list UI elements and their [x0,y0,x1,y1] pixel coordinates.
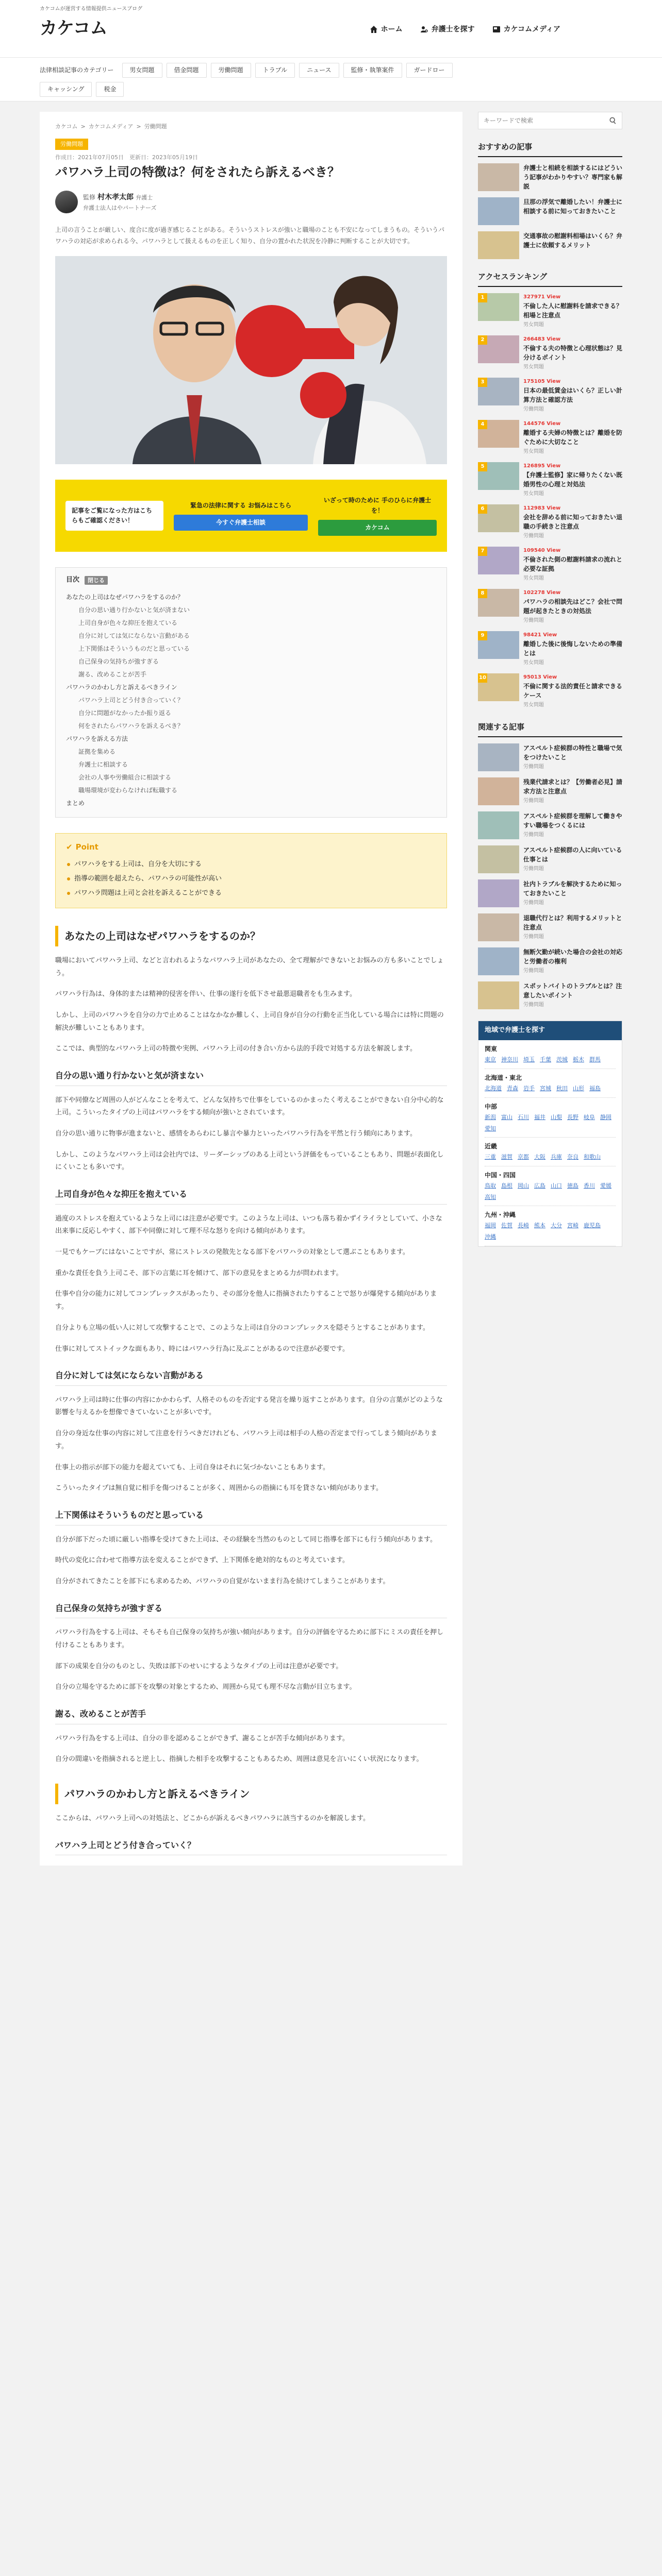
prefecture-link[interactable]: 岡山 [518,1182,529,1190]
body-paragraph: しかし、上司のパワハラを自分の力で止めることはなかなか難しく、上司自身が自分の行動を正当化している場合には特に問題の解決が難しいこともあります。 [55,1011,444,1032]
search-icon[interactable] [609,117,617,124]
ranking-item[interactable] [478,504,622,540]
body-paragraph: 過度のストレスを抱えているような上司には注意が必要です。このような上司は、いつも落ち着かずイライラとしていて、小さな出来事に反応しやすく、部下や同僚に対して理不尽な怒りを向ける傾向があります。 [55,1214,442,1235]
featured-article[interactable] [478,163,622,191]
prefecture-list [485,1084,616,1098]
prefecture-list [485,1055,616,1069]
point-item: 指導の範囲を超えたら、パワハラの可能性が高い [66,872,436,886]
body-paragraph: パワハラ行為をする上司は、自分の非を認めることができず、謝ることが苦手な傾向があります。 [55,1734,349,1742]
body-paragraph: パワハラ行為をする上司は、そもそも自己保身の気持ちが強い傾向があります。自分の評価を守るために部下にミスの責任を押し付けることもあります。 [55,1629,443,1649]
ranking-item-title[interactable]: 不倫された側の慰謝料請求の流れと必要な証拠 [523,556,623,573]
toc-item[interactable]: 弁護士に相談する [78,760,128,768]
ranking-item-text [523,335,622,371]
prefecture-list [485,1181,616,1206]
featured-article-title[interactable]: 弁護士と相続を相談するにはどういう記事がわかりやすい？専門家も解説 [523,164,623,191]
region-block [478,1206,622,1246]
ranking-item[interactable] [478,378,622,414]
rank-number: 5 [478,462,487,471]
prefecture-link[interactable]: 宮城 [540,1085,551,1092]
prefecture-link[interactable]: 福井 [534,1113,545,1121]
category-chip[interactable]: 税金 [96,82,124,97]
body-paragraph: ここからは、パワハラ上司への対処法と、どこからが訴えるべきパワハラに該当するのかを解説します。 [55,1814,370,1822]
consult-lawyer-button[interactable]: 今すぐ弁護士相談 [174,515,308,531]
prefecture-link[interactable]: 埼玉 [523,1056,535,1063]
prefecture-link[interactable]: 香川 [584,1182,595,1190]
related-article-text [523,743,622,771]
region-block [478,1069,622,1098]
subsection-heading: 上下関係はそういうものだと思っている [55,1509,447,1526]
ranking-item-text [523,589,622,625]
point-item: パワハラ問題は上司と会社を訴えることができる [66,886,436,901]
related-article-category[interactable]: 労働問題 [523,764,544,770]
toc-item[interactable]: 自己保身の気持ちが強すぎる [78,657,159,665]
section-heading: パワハラのかわし方と訴えるべきライン [55,1784,447,1804]
nav-find-lawyer-label: 弁護士を探す [431,25,475,33]
toc-item[interactable]: 自分の思い通り行かないと気が済まない [78,606,190,614]
ranking-item-text [523,504,622,540]
ranking-item-category[interactable]: 労働問題 [523,406,544,413]
site-logo[interactable]: カケコム [40,18,107,39]
body-paragraph: 部下の成果を自分のものとし、失敗は部下のせいにするようなタイプの上司は注意が必要です。 [55,1662,343,1670]
rank-number: 2 [478,335,487,345]
related-article[interactable] [478,947,622,975]
body-paragraph: パワハラ行為は、身体的または精神的侵害を伴い、仕事の遂行を低下させ最悪退職者をも生みます。 [55,990,356,998]
toc-item[interactable]: パワハラ上司とどう付き合っていく？ [78,696,184,704]
prefecture-link[interactable]: 愛知 [485,1125,496,1132]
related-article-category[interactable]: 労働問題 [523,798,544,804]
ranking-item[interactable] [478,420,622,456]
prefecture-list [485,1153,616,1166]
body-paragraph: 自分の身近な仕事の内容に対して注意を行うべきだけれども、パワハラ上司は相手の人格の否定まで行ってしまう傾向があります。 [55,1430,438,1450]
main-nav [370,24,560,35]
related-article[interactable] [478,743,622,771]
prefecture-link[interactable]: 山梨 [551,1113,562,1121]
toc-item[interactable]: 上司自身が色々な抑圧を抱えている [78,619,178,626]
user-search-icon [420,25,428,33]
category-chip[interactable]: ニュース [299,63,339,78]
nav-media-label: カケコムメディア [503,25,560,33]
toc-item[interactable]: パワハラのかわし方と訴えるべきライン [66,683,177,691]
ranking-item-category[interactable]: 男女問題 [523,660,544,666]
body-paragraph: パワハラ上司は時に仕事の内容にかかわらず、人格そのものを否定する発言を繰り返すことがあります。自分の言葉がどのような影響を与えるかを想像できていないことが多いです。 [55,1396,443,1417]
related-article-title[interactable]: 退職代行とは？利用するメリットと注意点 [523,914,622,931]
ranking-item-text [523,673,622,709]
related-article[interactable] [478,777,622,805]
prefecture-link[interactable]: 静岡 [600,1113,611,1121]
ad-right-title: いざって時のために 手のひらに弁護士を！ [323,497,432,514]
rank-number: 9 [478,631,487,640]
subsection-heading: 自分に対しては気にならない言動がある [55,1369,447,1386]
region-name: 中部 [485,1103,498,1110]
subsection-heading: 上司自身が色々な抑圧を抱えている [55,1188,447,1205]
related-article-category[interactable]: 労働問題 [523,900,544,906]
body-paragraph: 重かな責任を負う上司こそ、部下の言葉に耳を傾けて、部下の意見をまとめる力が問われます。 [55,1269,343,1277]
home-icon [370,25,378,33]
prefecture-link[interactable]: 新潟 [485,1113,496,1121]
region-block [478,1098,622,1138]
region-search-title: 地域で弁護士を探す [478,1021,622,1040]
nav-media[interactable] [492,24,560,35]
body-paragraph: しかし、このようなパワハラ上司は会社内では、リーダーシップのある上司という評価をもっていることもあり、問題が表面化しにくいことも多いです。 [55,1150,444,1172]
article-thumbnail[interactable] [478,197,519,225]
supervisor-firm: 弁護士法人はやパートナーズ [83,204,157,211]
featured-article[interactable] [478,231,622,259]
search-input[interactable] [484,117,597,124]
ranking-item-title[interactable]: 不倫した人に慰謝料を請求できる？相場と注意点 [523,302,623,319]
supervisor-name[interactable]: 村木孝太郎 [97,193,134,201]
related-article-text [523,947,622,975]
category-chip[interactable]: ガードロー [406,63,453,78]
nav-home[interactable] [370,24,403,35]
prefecture-link[interactable]: 大阪 [534,1154,545,1161]
view-count: 266483 View [523,336,561,343]
prefecture-link[interactable]: 栃木 [573,1056,584,1063]
body-paragraph: 自分よりも立場の低い人に対して攻撃することで、このような上司は自分のコンプレックスを隠そうとすることがあります。 [55,1324,429,1332]
subsection-heading: 謝る、改めることが苦手 [55,1707,447,1724]
prefecture-link[interactable]: 熊本 [534,1222,545,1229]
region-name: 九州・沖縄 [485,1211,516,1219]
points-box [55,833,447,908]
body-paragraph: ここでは、典型的なパワハラ上司の特徴や実例、パワハラ上司の付き合い方から法的手段で対処する方法を解説します。 [55,1045,417,1053]
ranking-item-category[interactable]: 男女問題 [523,702,544,708]
category-chip[interactable]: 労働問題 [211,63,251,78]
article-thumbnail[interactable] [478,231,519,259]
toc-item[interactable]: 会社の人事や労働組合に相談する [78,773,172,781]
check-icon: ✔ [66,842,73,852]
ranking-item-title[interactable]: 不倫に関する法的責任と請求できるケース [523,683,623,700]
prefecture-link[interactable]: 石川 [518,1113,529,1121]
related-article-text [523,981,622,1009]
toc-title: 目次 [66,576,80,584]
body-paragraph: 仕事や自分の能力に対してコンプレックスがあったり、その部分を他人に指摘されたりすることで怒りが爆発する傾向があります。 [55,1290,437,1311]
body-paragraph: こういったタイプは無自覚に相手を傷つけることが多く、周囲からの指摘にも耳を貸さない傾向があります。 [55,1484,383,1493]
region-name: 北海道・東北 [485,1074,522,1081]
nav-home-label: ホーム [380,25,403,33]
article-thumbnail[interactable] [478,981,519,1009]
prefecture-link[interactable]: 青森 [507,1085,518,1092]
article-thumbnail[interactable] [478,879,519,907]
table-of-contents [55,567,447,818]
ranking-item[interactable] [478,631,622,667]
related-article-title[interactable]: スポットバイトのトラブルとは？注意したいポイント [523,982,622,999]
toc-item[interactable]: 自分に問題がなかったか振り返る [78,709,172,717]
region-name: 関東 [485,1045,498,1053]
rank-number: 1 [478,293,487,302]
view-count: 98421 View [523,632,557,638]
prefecture-link[interactable]: 山形 [573,1085,584,1092]
related-article-title[interactable]: アスペルト症候群の人に向いている仕事とは [523,846,622,863]
related-article-text [523,845,622,873]
rank-number: 7 [478,547,487,556]
category-chip[interactable]: 借金問題 [167,63,207,78]
related-article-category[interactable]: 労働問題 [523,832,544,838]
prefecture-link[interactable]: 島根 [501,1182,512,1190]
ranking-item-category[interactable]: 男女問題 [523,364,544,370]
ranking-list [478,293,622,709]
ranking-item-category[interactable]: 男女問題 [523,491,544,497]
region-block [478,1040,622,1069]
section-heading: あなたの上司はなぜパワハラをするのか？ [55,926,447,946]
prefecture-link[interactable]: 京都 [518,1154,529,1161]
region-block [478,1166,622,1206]
region-list [478,1040,622,1246]
featured-article-title[interactable]: 旦那の浮気で離婚したい！弁護士に相談する前に知っておきたいこと [523,198,623,215]
ranking-item-text [523,378,622,414]
ad-left-text: 記事をご覧になった方はこちらもご確認ください！ [65,501,163,531]
ranking-item-title[interactable]: 会社を辞める前に知っておきたい退職の手続きと注意点 [523,514,623,531]
prefecture-link[interactable]: 沖縄 [485,1233,496,1241]
toc-item[interactable]: パワハラを訴える方法 [66,735,128,742]
article-thumbnail[interactable] [478,947,519,975]
ranking-item[interactable] [478,293,622,329]
related-article-title[interactable]: アスペルト症候群を理解して働きやすい職場をつくるには [523,812,622,829]
view-count: 327971 View [523,294,561,300]
related-article-category[interactable]: 労働問題 [523,1002,544,1008]
body-paragraph: 職場においてパワハラ上司、などと言われるようなパワハラ上司があなたの、全て理解ができないとお悩みの方も多いことでしょう。 [55,956,444,977]
body-paragraph: 部下や同僚など周囲の人がどんなことを考えて、どんな気持ちで仕事をしているのかまったく考えることができない自分中心的な上司。こういったタイプの上司はパワハラをする傾向が強いとされています。 [55,1096,444,1117]
related-article-category[interactable]: 労働問題 [523,934,544,940]
ranking-item-title[interactable]: 【弁護士監修】家に帰りたくない既婚男性の心理と対処法 [523,471,623,488]
prefecture-link[interactable]: 兵庫 [551,1154,562,1161]
breadcrumb-item[interactable]: カケコムメディア [88,123,134,130]
toc-toggle-button[interactable]: 閉じる [85,576,108,585]
ranking-item-title[interactable]: パワハラの相談先はどこ？会社で問題が起きたときの対処法 [523,598,623,615]
rank-number: 10 [478,673,487,683]
avatar [55,191,78,213]
related-article-text [523,913,622,941]
toc-item[interactable]: 職場環境が変わらなければ転職する [78,786,178,794]
article-main [40,112,462,1866]
prefecture-link[interactable]: 岐阜 [584,1113,595,1121]
toc-list [66,591,436,810]
hero-image [55,256,447,464]
related-article[interactable] [478,879,622,907]
prefecture-list [485,1221,616,1246]
body-paragraph: 自分の間違いを指摘されると逆上し、指摘した相手を攻撃することもあるため、周囲は意見を言いにくい状況になります。 [55,1755,423,1764]
prefecture-link[interactable]: 福島 [589,1085,601,1092]
prefecture-link[interactable]: 富山 [501,1113,512,1121]
article-title: パワハラ上司の特徴は？何をされたら訴えるべき？ [55,165,340,180]
breadcrumb: カケコム > カケコムメディア > 労働問題 [55,122,447,131]
supervisor-role: 弁護士 [136,194,153,201]
body-paragraph: 自分が部下だった頃に厳しい指導を受けてきた上司は、その経験を当然のものとして同じ指導を部下にも行う傾向があります。 [55,1535,437,1544]
prefecture-link[interactable]: 徳島 [567,1182,578,1190]
rank-number: 4 [478,420,487,429]
ranking-item-title[interactable]: 不倫する夫の特徴と心理状態は？見分けるポイント [523,345,623,362]
subsection-heading: 自分の思い通り行かないと気が済まない [55,1069,447,1086]
subsection-heading: パワハラ上司とどう付き合っていく？ [55,1839,447,1856]
ad-banner[interactable] [55,480,447,552]
toc-item[interactable]: 何をされたらパワハラを訴えるべき？ [78,722,184,730]
view-count: 109540 View [523,548,561,554]
ranking-item[interactable] [478,462,622,498]
prefecture-link[interactable]: 山口 [551,1182,562,1190]
subsection-heading: 自己保身の気持ちが強すぎる [55,1602,447,1619]
prefecture-link[interactable]: 茨城 [556,1056,568,1063]
view-count: 95013 View [523,674,557,681]
prefecture-link[interactable]: 東京 [485,1056,496,1063]
prefecture-link[interactable]: 広島 [534,1182,545,1190]
points-title: Point [75,842,98,852]
ranking-item-text [523,462,622,498]
rank-number: 8 [478,589,487,598]
article-thumbnail[interactable] [478,743,519,771]
prefecture-link[interactable]: 福岡 [485,1222,496,1229]
related-article-title[interactable]: 社内トラブルを解決するために知っておきたいこと [523,880,622,897]
related-article-category[interactable]: 労働問題 [523,968,544,974]
region-block [478,1138,622,1166]
category-chip[interactable]: キャッシング [40,82,92,97]
prefecture-link[interactable]: 三重 [485,1154,496,1161]
ranking-item[interactable] [478,589,622,625]
ranking-item-title[interactable]: 離婚する夫婦の特徴とは？離婚を防ぐために大切なこと [523,429,623,446]
app-download-button[interactable]: カケコム [318,520,437,536]
ranking-item[interactable] [478,547,622,583]
prefecture-link[interactable]: 秋田 [556,1085,568,1092]
prefecture-link[interactable]: 奈良 [567,1154,578,1161]
breadcrumb-item[interactable]: 労働問題 [144,123,167,130]
prefecture-link[interactable]: 滋賀 [501,1154,512,1161]
site-header [0,0,662,58]
prefecture-link[interactable]: 鹿児島 [584,1222,601,1229]
ranking-item-category[interactable]: 男女問題 [523,575,544,582]
body-paragraph: 一見でもケーブにはないことですが、常にストレスの発散先となる部下をパワハラの対象として選ぶこともあります。 [55,1248,409,1257]
body-paragraph: 仕事に対してストイックな面もあり、時にはパワハラ行為に及ぶことがあるので注意が必要です。 [55,1345,350,1353]
rank-number: 6 [478,504,487,514]
prefecture-link[interactable]: 長野 [567,1113,578,1121]
body-paragraph: 時代の変化に合わせて指導方法を変えることができず、上下関係を絶対的なものと考えています。 [55,1556,349,1565]
view-count: 112983 View [523,505,561,512]
ranking-item[interactable] [478,335,622,371]
article-body [55,926,447,1855]
view-count: 102278 View [523,590,561,596]
ranking-item-category[interactable]: 労働問題 [523,533,544,539]
region-name: 近畿 [485,1143,498,1150]
sidebar [478,112,622,1866]
article-dates: 作成日：2021年07月05日 更新日：2023年05月19日 [55,154,198,161]
view-count: 175105 View [523,379,561,385]
prefecture-link[interactable]: 宮崎 [567,1222,578,1229]
body-paragraph: 自分がされてきたことを部下にも求めるため、パワハラの自覚がないまま行為を続けてしまうことがあります。 [55,1577,390,1585]
toc-item[interactable]: 謝る、改めることが苦手 [78,670,147,678]
point-item: パワハラをする上司は、自分を大切にする [66,857,436,872]
prefecture-link[interactable]: 高知 [485,1193,496,1200]
ranking-item-category[interactable]: 男女問題 [523,322,544,328]
related-article[interactable] [478,981,622,1009]
prefecture-link[interactable]: 群馬 [589,1056,601,1063]
supervisor-box [55,187,447,217]
article-thumbnail[interactable] [478,811,519,839]
ranking-item-title[interactable]: 離婚した後に後悔しないための準備とは [523,640,623,657]
category-chip[interactable]: 男女問題 [122,63,162,78]
toc-item[interactable]: まとめ [66,799,85,807]
nav-find-lawyer[interactable] [420,24,475,35]
related-article-title[interactable]: 残業代請求とは？【労働者必見】請求方法と注意点 [523,778,623,795]
ranking-item-text [523,420,622,456]
related-heading: 関連する記事 [478,721,622,737]
related-article[interactable] [478,845,622,873]
ranking-item-text [523,547,622,583]
category-nav [0,58,662,101]
ranking-heading: アクセスランキング [478,270,622,287]
article-lead: 上司の言うことが厳しい、度合に度が過ぎ感じることがある。そういうストレスが強いと職場のことも不安になってしまうもの。そういうパワハラの対応が求められる今、パワハラとして扱えるものを正しく知り、自分の置かれた状況を冷静に判断することが大切です。 [55,226,445,245]
featured-heading: おすすめの記事 [478,141,622,157]
search-box[interactable] [478,112,622,129]
ranking-item-title[interactable]: 日本の最低賃金はいくら？正しい計算方法と確認方法 [523,387,623,404]
prefecture-link[interactable]: 和歌山 [584,1154,601,1161]
category-badge[interactable]: 労働問題 [55,139,88,150]
category-chip[interactable]: 監修・執筆案件 [343,63,402,78]
hero-illustration [55,256,447,464]
category-nav-label: 法律相談記事のカテゴリー [40,66,114,74]
ranking-item-text [523,293,622,329]
related-article-category[interactable]: 労働問題 [523,866,544,872]
prefecture-link[interactable]: 佐賀 [501,1222,512,1229]
related-article-text [523,811,622,839]
category-chip[interactable]: トラブル [255,63,295,78]
related-article-text [523,777,622,805]
region-search [478,1021,622,1246]
ad-mid-title: 緊急の法律に関する お悩みはこちら [190,501,292,509]
site-tagline: カケコムが運営する情報提供ニュースブログ [40,6,143,12]
toc-item[interactable]: 上下関係はそういうものだと思っている [78,645,190,652]
featured-article-title[interactable]: 交通事故の慰謝料相場はいくら？弁護士に依頼するメリット [523,232,623,249]
prefecture-link[interactable]: 鳥取 [485,1182,496,1190]
article-thumbnail[interactable] [478,777,519,805]
featured-list [478,163,622,259]
ranking-item-category[interactable]: 男女問題 [523,449,544,455]
prefecture-link[interactable]: 岩手 [523,1085,535,1092]
ranking-item-category[interactable]: 労働問題 [523,618,544,624]
article-thumbnail[interactable] [478,845,519,873]
related-article[interactable] [478,913,622,941]
view-count: 126895 View [523,463,561,469]
region-name: 中国・四国 [485,1171,516,1179]
body-paragraph: 自分の思い通りに物事が進まないと、感情をあらわにし暴言や暴力といったパワハラ行為を平然と行う傾向にあります。 [55,1130,417,1138]
prefecture-list [485,1113,616,1138]
related-article[interactable] [478,811,622,839]
rank-number: 3 [478,378,487,387]
prefecture-link[interactable]: 千葉 [540,1056,551,1063]
prefecture-link[interactable]: 神奈川 [501,1056,518,1063]
ranking-item-text [523,631,622,667]
toc-item[interactable]: あなたの上司はなぜパワハラをするのか？ [66,593,184,601]
featured-article[interactable] [478,197,622,225]
body-paragraph: 仕事上の指示が部下の能力を超えていても、上司自身はそれに気づかないこともあります。 [55,1463,329,1471]
article-thumbnail[interactable] [478,163,519,191]
article-thumbnail[interactable] [478,913,519,941]
toc-item[interactable]: 自分に対しては気にならない言動がある [78,632,190,639]
related-list [478,743,622,1009]
ranking-item[interactable] [478,673,622,709]
prefecture-link[interactable]: 愛媛 [600,1182,611,1190]
media-icon [492,25,501,33]
supervisor-label: 監修 [83,193,96,201]
toc-item[interactable]: 証拠を集める [78,748,116,755]
related-article-title[interactable]: 無断欠勤が続いた場合の会社の対応と労働者の権利 [523,948,623,965]
prefecture-link[interactable]: 大分 [551,1222,562,1229]
prefecture-link[interactable]: 長崎 [518,1222,529,1229]
breadcrumb-item[interactable]: カケコム [55,123,78,130]
prefecture-link[interactable]: 北海道 [485,1085,502,1092]
view-count: 144576 View [523,421,561,427]
related-article-title[interactable]: アスペルト症候群の特性と職場で気をつけたいこと [523,744,622,761]
body-paragraph: 自分の立場を守るために部下を攻撃の対象とするため、周囲から見ても理不尽な言動が目立ちます。 [55,1683,356,1691]
related-article-text [523,879,622,907]
